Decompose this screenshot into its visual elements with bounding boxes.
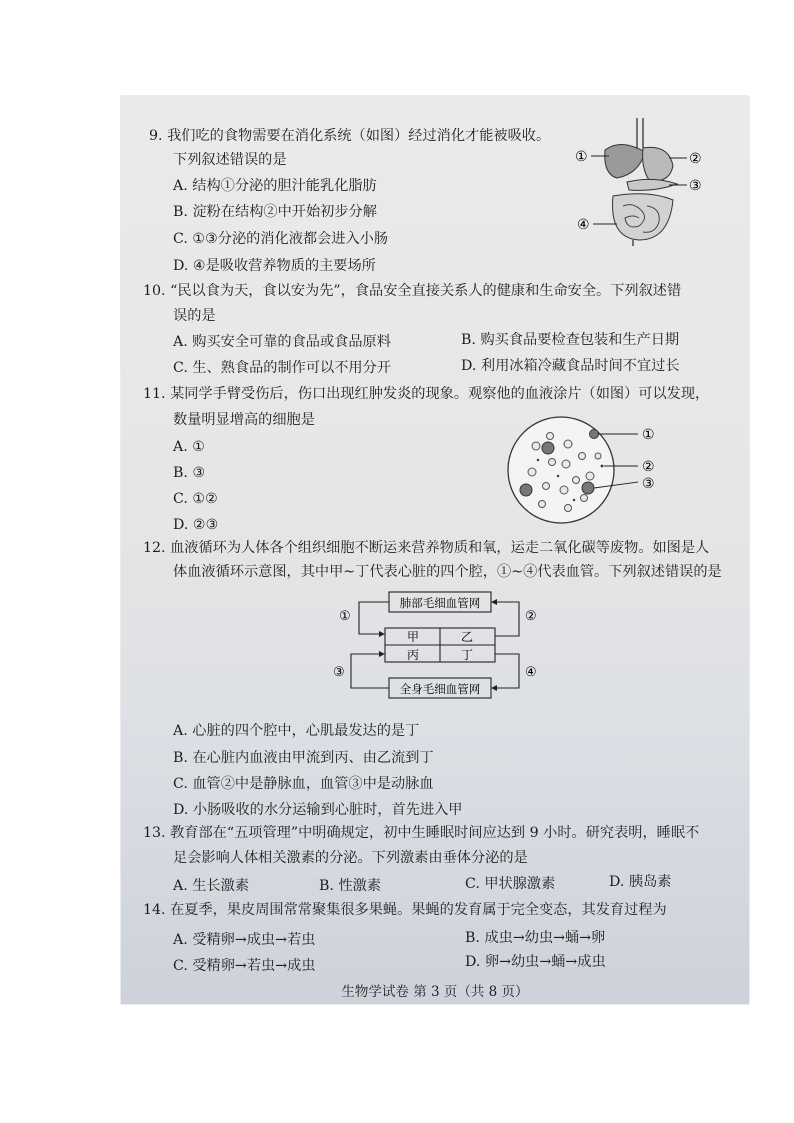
q14-option-b: B. 成虫→幼虫→蛹→卵	[465, 930, 606, 946]
q13-option-c: C. 甲状腺激素	[465, 876, 556, 892]
q13-stem-line2: 足会影响人体相关激素的分泌。下列激素由垂体分泌的是	[173, 850, 528, 866]
chamber-jia: 甲	[406, 630, 420, 644]
circulation-diagram	[333, 590, 553, 704]
q9-option-d: D. ④是吸收营养物质的主要场所	[173, 258, 376, 274]
q10-option-d: D. 利用冰箱冷藏食品时间不宜过长	[461, 358, 680, 374]
vessel-4-label: ④	[525, 665, 537, 680]
q12-option-c: C. 血管②中是静脉血，血管③中是动脉血	[173, 776, 434, 792]
q9-option-a: A. 结构①分泌的胆汁能乳化脂肪	[173, 178, 377, 194]
q9-stem-line1: 9. 我们吃的食物需要在消化系统（如图）经过消化才能被吸收。	[149, 128, 551, 144]
page-footer: 生物学试卷 第 3 页（共 8 页）	[341, 984, 529, 1000]
vessel-1-label: ①	[339, 609, 351, 624]
chamber-yi: 乙	[460, 630, 474, 644]
q13-option-a: A. 生长激素	[173, 878, 250, 894]
q11-option-b: B. ③	[173, 465, 206, 481]
smear-label-2: ②	[642, 459, 655, 475]
q11-stem-line1: 11. 某同学手臂受伤后，伤口出现红肿发炎的现象。观察他的血液涂片（如图）可以发现，	[143, 386, 710, 402]
q12-option-b: B. 在心脏内血液由甲流到丙、由乙流到丁	[173, 750, 434, 766]
digestive-label-1: ①	[575, 149, 588, 165]
q9-option-c: C. ①③分泌的消化液都会进入小肠	[173, 231, 389, 247]
q11-option-d: D. ②③	[173, 517, 219, 533]
q14-stem-line1: 14. 在夏季，果皮周围常常聚集很多果蝇。果蝇的发育属于完全变态，其发育过程为	[143, 902, 667, 918]
q11-stem-line2: 数量明显增高的细胞是	[173, 412, 315, 428]
body-capillary-box: 全身毛细血管网	[399, 682, 481, 696]
q10-option-b: B. 购买食品要检查包装和生产日期	[461, 332, 680, 348]
q9-option-b: B. 淀粉在结构②中开始初步分解	[173, 204, 377, 220]
q9-stem-line2: 下列叙述错误的是	[173, 152, 287, 168]
q12-option-a: A. 心脏的四个腔中，心肌最发达的是丁	[173, 723, 420, 739]
digestive-system-figure	[569, 118, 709, 246]
q14-option-a: A. 受精卵→成虫→若虫	[173, 932, 316, 948]
q13-option-d: D. 胰岛素	[609, 874, 672, 890]
smear-label-1: ①	[642, 427, 655, 443]
q10-stem-line1: 10. “民以食为天，食以安为先”，食品安全直接关系人的健康和生命安全。下列叙述错	[143, 283, 682, 299]
digestive-label-2: ②	[689, 151, 702, 167]
q10-stem-line2: 误的是	[173, 308, 216, 324]
q11-option-c: C. ①②	[173, 491, 218, 507]
digestive-label-3: ③	[689, 178, 702, 194]
q12-stem-line1: 12. 血液循环为人体各个组织细胞不断运来营养物质和氧，运走二氧化碳等废物。如图是人	[143, 540, 710, 556]
q13-stem-line1: 13. 教育部在“五项管理”中明确规定，初中生睡眠时间应达到 9 小时。研究表明，睡眠不	[143, 825, 700, 841]
smear-label-3: ③	[642, 476, 655, 492]
blood-smear-figure	[506, 414, 676, 528]
chamber-ding: 丁	[460, 648, 474, 662]
q12-stem-line2: 体血液循环示意图，其中甲~丁代表心脏的四个腔，①~④代表血管。下列叙述错误的是	[173, 564, 722, 580]
vessel-2-label: ②	[525, 609, 537, 624]
q10-option-c: C. 生、熟食品的制作可以不用分开	[173, 360, 391, 376]
exam-page	[121, 96, 749, 1004]
vessel-3-label: ③	[333, 665, 345, 680]
digestive-label-4: ④	[577, 217, 590, 233]
chamber-bing: 丙	[406, 648, 420, 662]
q10-option-a: A. 购买安全可靠的食品或食品原料	[173, 334, 391, 350]
q11-option-a: A. ①	[173, 439, 205, 455]
q14-option-d: D. 卵→幼虫→蛹→成虫	[465, 954, 606, 970]
lung-capillary-box: 肺部毛细血管网	[399, 596, 481, 610]
q13-option-b: B. 性激素	[319, 878, 382, 894]
q12-option-d: D. 小肠吸收的水分运输到心脏时，首先进入甲	[173, 802, 463, 818]
q14-option-c: C. 受精卵→若虫→成虫	[173, 958, 316, 974]
